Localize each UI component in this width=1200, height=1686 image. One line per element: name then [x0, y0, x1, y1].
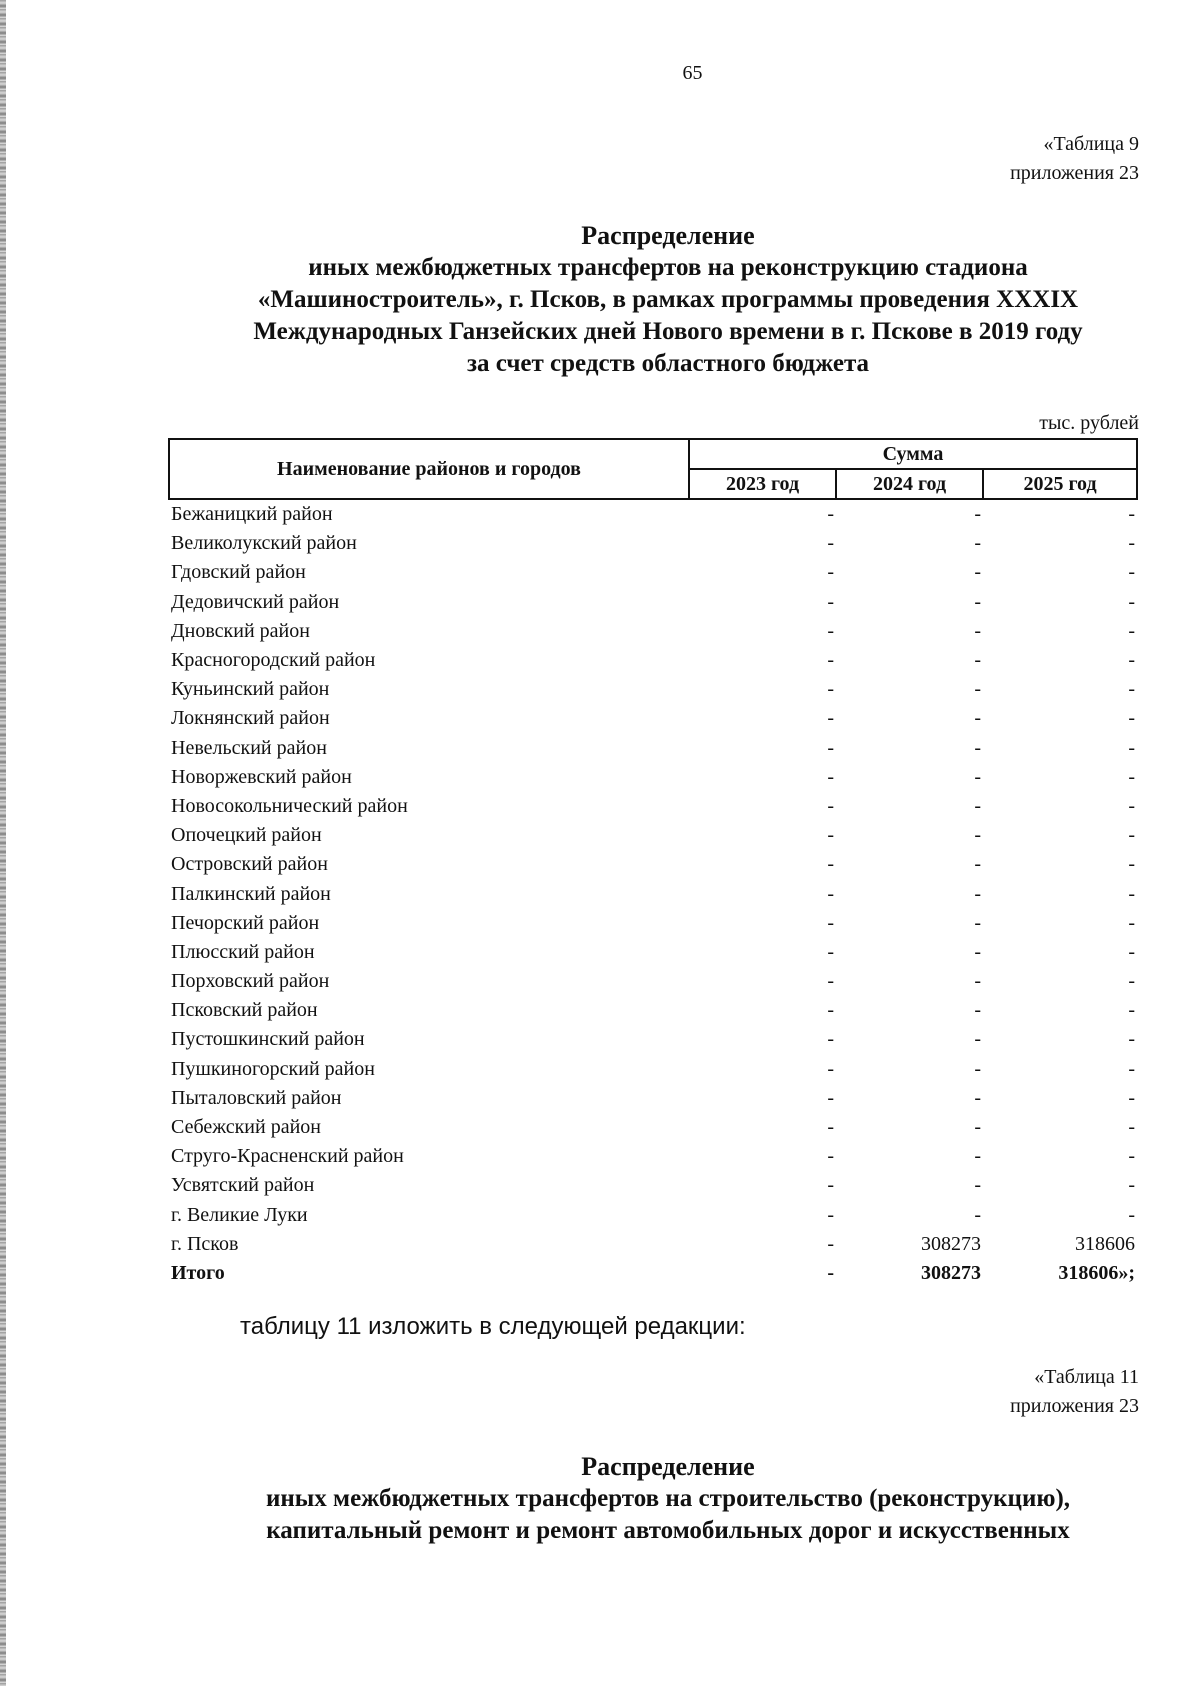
scan-edge: [0, 0, 6, 1686]
value-2024: -: [974, 882, 982, 905]
value-2025: -: [1128, 503, 1135, 526]
value-2025: -: [1128, 970, 1135, 993]
value-2024: 308273: [921, 1232, 982, 1255]
table-row: [169, 588, 1137, 617]
district-name: г. Великие Луки: [171, 1203, 308, 1226]
table9-ref-line2: приложения 23: [1010, 162, 1139, 184]
table-row: [169, 996, 1137, 1025]
value-2024: -: [974, 765, 982, 788]
table9-title-line: за счет средств областного бюджета: [466, 350, 870, 377]
units-label: тыс. рублей: [1039, 412, 1139, 434]
table-row: [169, 821, 1137, 850]
value-2025: -: [1128, 1203, 1135, 1226]
table-row: [169, 617, 1137, 646]
value-2024: 308273: [921, 1261, 982, 1284]
value-2024: -: [974, 794, 982, 817]
header-sum: Сумма: [689, 439, 1137, 469]
table9-annex-ref: [1010, 130, 1139, 188]
value-2024: -: [974, 1086, 982, 1109]
value-2023: -: [827, 853, 835, 876]
value-2024: -: [974, 911, 982, 934]
value-2024: -: [974, 853, 982, 876]
value-2023: -: [827, 561, 835, 584]
district-name: Гдовский район: [171, 561, 306, 584]
value-2024: -: [974, 590, 982, 613]
table-row: [169, 499, 1137, 529]
value-2025: -: [1128, 999, 1135, 1022]
value-2023: -: [827, 590, 835, 613]
value-2023: -: [827, 970, 835, 993]
header-year-2023: 2023 год: [689, 469, 836, 499]
value-2024: -: [974, 619, 982, 642]
value-2024: -: [974, 940, 982, 963]
value-2024: -: [974, 678, 982, 701]
table-row: [169, 1171, 1137, 1200]
value-2025: -: [1128, 1028, 1135, 1051]
value-2025: -: [1128, 1116, 1135, 1139]
table11-ref-line2: приложения 23: [1010, 1395, 1139, 1417]
table-row: [169, 1142, 1137, 1171]
table-row: [169, 792, 1137, 821]
district-name: Локнянский район: [171, 707, 330, 730]
district-name: Островский район: [171, 853, 328, 876]
value-2025: -: [1128, 590, 1135, 613]
value-2025: -: [1128, 765, 1135, 788]
value-2023: -: [827, 1145, 835, 1168]
value-2023: -: [827, 999, 835, 1022]
district-name: Новоржевский район: [171, 765, 352, 788]
distribution-table: [168, 438, 1138, 1288]
value-2024: -: [974, 532, 982, 555]
table-row: [169, 529, 1137, 558]
district-name: Пушкиногорский район: [171, 1057, 375, 1080]
district-name: Плюсский район: [171, 940, 315, 963]
table9-ref-line1: «Таблица 9: [1043, 133, 1139, 155]
table-row: [169, 1113, 1137, 1142]
district-name: Куньинский район: [171, 678, 330, 701]
table11-title-line: Распределение: [581, 1452, 755, 1481]
value-2024: -: [974, 824, 982, 847]
value-2023: -: [827, 678, 835, 701]
value-2025: -: [1128, 940, 1135, 963]
district-name: Опочецкий район: [171, 824, 322, 847]
table9-title-line: «Машиностроитель», г. Псков, в рамках программы проведения XXXIX: [257, 286, 1079, 313]
value-2024: -: [974, 736, 982, 759]
table-row: [169, 1055, 1137, 1084]
value-2023: -: [827, 1116, 835, 1139]
table-row: [169, 1084, 1137, 1113]
value-2023: -: [827, 1232, 835, 1255]
total-label: Итого: [171, 1261, 225, 1284]
table-row: [169, 704, 1137, 733]
district-name: Пыталовский район: [171, 1086, 342, 1109]
value-2025: -: [1128, 824, 1135, 847]
table-row: [169, 675, 1137, 704]
district-name: Себежский район: [171, 1116, 321, 1139]
value-2024: -: [974, 1145, 982, 1168]
district-name: Псковский район: [171, 999, 318, 1022]
value-2023: -: [827, 824, 835, 847]
value-2025: -: [1128, 678, 1135, 701]
district-name: Новосокольнический район: [171, 794, 408, 817]
header-year-2025: 2025 год: [983, 469, 1137, 499]
value-2025: -: [1128, 736, 1135, 759]
value-2025: 318606: [1075, 1232, 1135, 1255]
instruction-text: таблицу 11 изложить в следующей редакции:: [240, 1313, 746, 1340]
value-2023: -: [827, 1203, 835, 1226]
table-row: [169, 850, 1137, 879]
value-2024: -: [974, 1174, 982, 1197]
value-2023: -: [827, 794, 835, 817]
header-name: Наименование районов и городов: [169, 439, 689, 499]
table-row: [169, 734, 1137, 763]
value-2025: -: [1128, 1145, 1135, 1168]
value-2025: -: [1128, 911, 1135, 934]
district-name: Великолукский район: [171, 532, 357, 555]
district-name: Палкинский район: [171, 882, 331, 905]
value-2025: -: [1128, 707, 1135, 730]
value-2024: -: [974, 649, 982, 672]
value-2023: -: [827, 1057, 835, 1080]
value-2024: -: [974, 999, 982, 1022]
table9-title: [168, 220, 1168, 380]
value-2025: -: [1128, 532, 1135, 555]
value-2025: -: [1128, 882, 1135, 905]
value-2023: -: [827, 503, 835, 526]
value-2024: -: [974, 970, 982, 993]
district-name: Порховский район: [171, 970, 330, 993]
value-2025: -: [1128, 794, 1135, 817]
district-name: Красногородский район: [171, 649, 376, 672]
value-2025: -: [1128, 649, 1135, 672]
value-2025: -: [1128, 1057, 1135, 1080]
value-2025: -: [1128, 853, 1135, 876]
value-2025: -: [1128, 619, 1135, 642]
value-2024: -: [974, 1028, 982, 1051]
district-name: г. Псков: [171, 1232, 239, 1255]
district-name: Усвятский район: [171, 1174, 315, 1197]
table-row: [169, 646, 1137, 675]
value-2025: -: [1128, 1086, 1135, 1109]
table-row: [169, 938, 1137, 967]
district-name: Струго-Красненский район: [171, 1145, 404, 1168]
value-2025: 318606»;: [1058, 1261, 1135, 1284]
value-2024: -: [974, 1116, 982, 1139]
table-row: [169, 1025, 1137, 1054]
value-2023: -: [827, 1174, 835, 1197]
value-2025: -: [1128, 1174, 1135, 1197]
table-row: [169, 1230, 1137, 1259]
value-2024: -: [974, 707, 982, 730]
value-2023: -: [827, 1086, 835, 1109]
table11-title-line: иных межбюджетных трансфертов на строительство (реконструкцию),: [265, 1485, 1071, 1512]
district-name: Дедовичский район: [171, 590, 340, 613]
table-body: [169, 499, 1137, 1288]
value-2024: -: [974, 503, 982, 526]
table-row: [169, 1201, 1137, 1230]
value-2024: -: [974, 1057, 982, 1080]
value-2023: -: [827, 765, 835, 788]
table9-title-line: Международных Ганзейских дней Нового времени в г. Пскове в 2019 году: [253, 318, 1083, 345]
table11-title: [168, 1451, 1168, 1547]
value-2023: -: [827, 940, 835, 963]
district-name: Дновский район: [171, 619, 310, 642]
district-name: Пустошкинский район: [171, 1028, 365, 1051]
district-name: Бежаницкий район: [171, 503, 333, 526]
value-2023: -: [827, 1261, 835, 1284]
table-row: [169, 967, 1137, 996]
value-2023: -: [827, 532, 835, 555]
table11-annex-ref: [1010, 1363, 1139, 1421]
table-row: [169, 879, 1137, 908]
table9-title-line: Распределение: [581, 221, 755, 250]
table11-title-line: капитальный ремонт и ремонт автомобильных дорог и искусственных: [266, 1517, 1070, 1544]
value-2025: -: [1128, 561, 1135, 584]
total-row: [169, 1259, 1137, 1288]
value-2023: -: [827, 619, 835, 642]
table-row: [169, 558, 1137, 587]
value-2023: -: [827, 707, 835, 730]
district-name: Невельский район: [171, 736, 327, 759]
value-2023: -: [827, 649, 835, 672]
district-name: Печорский район: [171, 911, 320, 934]
value-2023: -: [827, 882, 835, 905]
table-row: [169, 909, 1137, 938]
value-2023: -: [827, 736, 835, 759]
value-2023: -: [827, 911, 835, 934]
value-2024: -: [974, 1203, 982, 1226]
value-2023: -: [827, 1028, 835, 1051]
table-row: [169, 763, 1137, 792]
page-number: 65: [682, 62, 703, 84]
table9-title-line: иных межбюджетных трансфертов на реконструкцию стадиона: [308, 254, 1028, 281]
value-2024: -: [974, 561, 982, 584]
header-year-2024: 2024 год: [836, 469, 983, 499]
table11-ref-line1: «Таблица 11: [1034, 1366, 1139, 1388]
